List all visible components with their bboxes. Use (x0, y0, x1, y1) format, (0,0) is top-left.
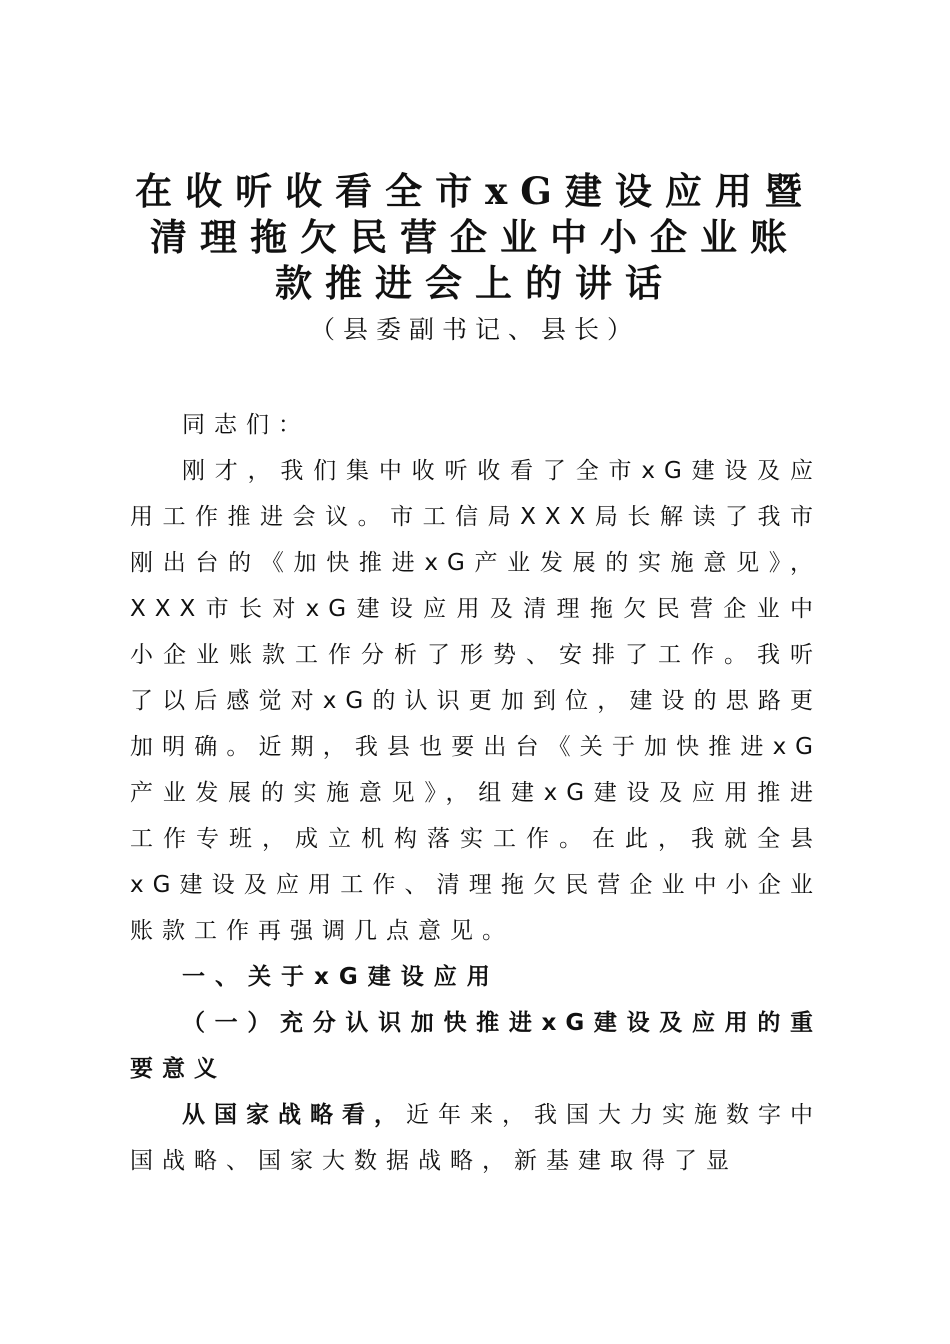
paragraph-1: 刚才，我们集中收听收看了全市xG建设及应用工作推进会议。市工信局XXX局长解读了我市刚出台的《加快推进xG产业发展的实施意见》，XXX市长对xG建设应用及清理拖欠民营企业中小企业账款工作分析了形势、安排了工作。我听了以后感觉对xG的认识更加到位，建设的思路更加明确。近期，我县也要出台《关于加快推进xG产业发展的实施意见》，组建xG建设及应用推进工作专班，成立机构落实工作。在此，我就全县xG建设及应用工作、清理拖欠民营企业中小企业账款工作再强调几点意见。 (130, 458, 822, 944)
paragraph-2-text: 近年来，我国大力实施数字中国战略、国家大数据战略，新基建取得了显 (130, 1102, 822, 1174)
speech-body (130, 402, 822, 1184)
paragraph-2-lead: 从国家战略看， (182, 1102, 406, 1128)
paragraph-2 (130, 1092, 822, 1184)
speaker-subtitle: （县委副书记、县长） (309, 315, 640, 344)
section-heading-1: 一、关于xG建设应用 (182, 964, 500, 990)
title-line-3: 款推进会上的讲话 (275, 261, 675, 305)
title-line-1: 在收听收看全市xG建设应用暨 (135, 169, 815, 213)
subsection-heading-1: （一）充分认识加快推进xG建设及应用的重要意义 (130, 1010, 822, 1082)
title-line-2: 清理拖欠民营企业中小企业账 (150, 215, 800, 259)
speech-title-block (0, 168, 950, 348)
salutation: 同志们： (182, 412, 310, 438)
